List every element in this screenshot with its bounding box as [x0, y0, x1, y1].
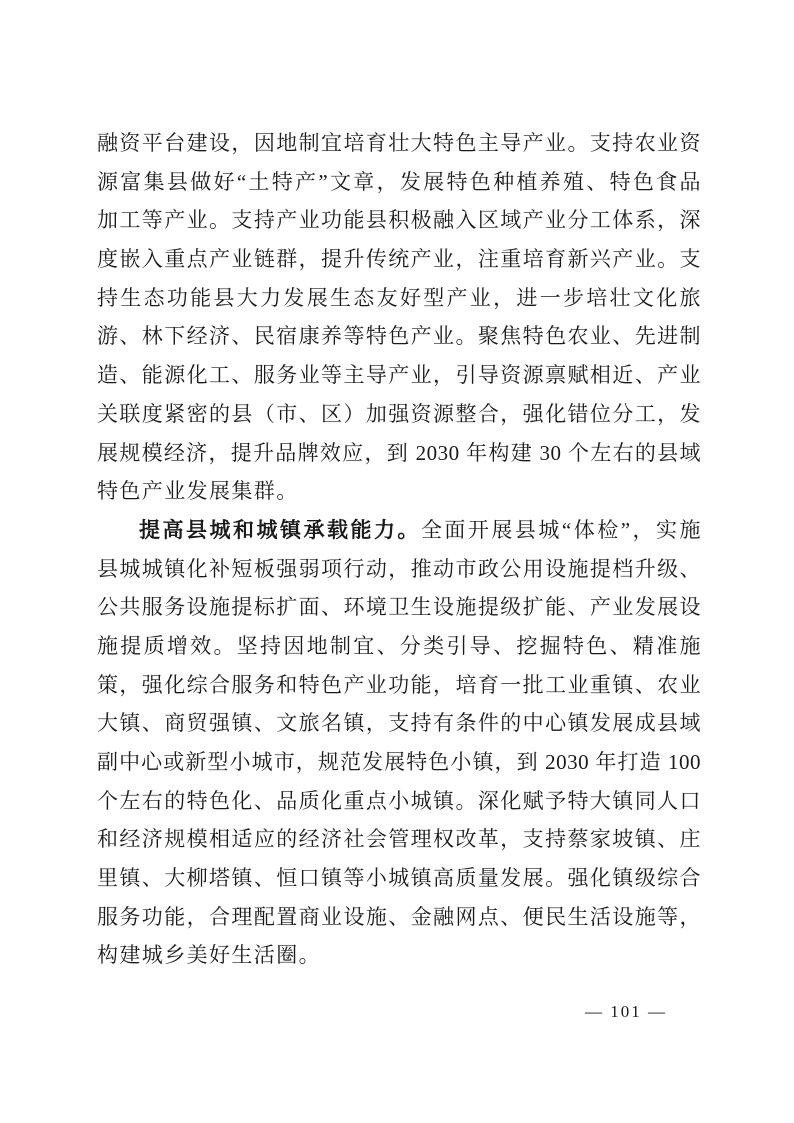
paragraph	[97, 124, 701, 511]
body-text-line: 融资平台建设，因地制宜培育壮大特色主导产业。支持农业资	[97, 131, 701, 155]
body-text-line: 施提质增效。坚持因地制宜、分类引导、挖掘特色、精准施	[97, 633, 701, 658]
body-text-line: 游、林下经济、民宿康养等特色产业。聚焦特色农业、先进制	[97, 324, 701, 349]
body-text-line: 造、能源化工、服务业等主导产业，引导资源禀赋相近、产业	[97, 363, 701, 388]
body-text-line: 关联度紧密的县（市、区）加强资源整合，强化错位分工，发	[97, 401, 701, 426]
body-text-line: 持生态功能县大力发展生态友好型产业，进一步培壮文化旅	[97, 285, 701, 310]
body-text-line: 县城城镇化补短板强弱项行动，推动市政公用设施提档升级、	[97, 556, 701, 581]
body-text-line: 副中心或新型小城市，规范发展特色小镇，到 2030 年打造 100	[97, 750, 701, 774]
body-text-line: 特色产业发展集群。	[97, 479, 299, 504]
body-text-line	[97, 511, 701, 550]
body-text-line: 里镇、大柳塔镇、恒口镇等小城镇高质量发展。强化镇级综合	[97, 866, 701, 891]
body-text-line: 和经济规模相适应的经济社会管理权改革，支持蔡家坡镇、庄	[97, 827, 701, 852]
paragraph	[97, 511, 701, 975]
page-number: — 101 —	[585, 1002, 667, 1021]
body-text-line: 个左右的特色化、品质化重点小城镇。深化赋予特大镇同人口	[97, 788, 701, 813]
body-text-line: 大镇、商贸强镇、文旅名镇，支持有条件的中心镇发展成县域	[97, 711, 701, 736]
body-text-line: 加工等产业。支持产业功能县积极融入区域产业分工体系，深	[97, 208, 701, 233]
body-text-line: 公共服务设施提标扩面、环境卫生设施提级扩能、产业发展设	[97, 595, 701, 620]
paragraph-lead-in: 提高县城和城镇承载能力。	[139, 517, 421, 542]
body-text-line: 构建城乡美好生活圈。	[97, 943, 321, 968]
body-text	[97, 124, 701, 975]
body-text-line: 服务功能，合理配置商业设施、金融网点、便民生活设施等，	[97, 904, 701, 929]
body-text-line: 展规模经济，提升品牌效应，到 2030 年构建 30 个左右的县域	[97, 440, 701, 465]
body-text-line: 策，强化综合服务和特色产业功能，培育一批工业重镇、农业	[97, 672, 701, 697]
body-text-line: 度嵌入重点产业链群，提升传统产业，注重培育新兴产业。支	[97, 247, 701, 272]
paragraph-lead-rest: 全面开展县城“体检”，实施	[420, 517, 702, 542]
body-text-line: 源富集县做好“土特产”文章，发展特色种植养殖、特色食品	[97, 169, 701, 194]
